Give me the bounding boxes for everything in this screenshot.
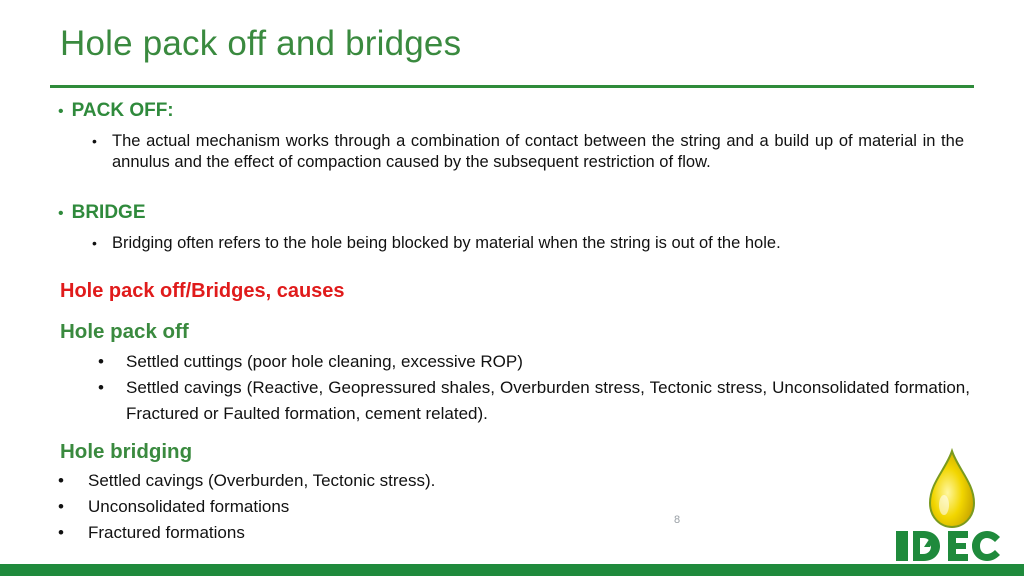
list-item: • Unconsolidated formations — [58, 494, 658, 520]
pack-off-description: The actual mechanism works through a combination of contact between the string and a build up of material in the annulus and the effect of compaction caused by the subsequent restriction of flow. — [112, 132, 964, 171]
page-number: 8 — [674, 514, 681, 526]
bridge-description-row — [92, 233, 964, 254]
pack-off-heading-row — [58, 100, 174, 122]
causes-heading: Hole pack off/Bridges, causes — [60, 280, 345, 302]
bullet-icon: • — [98, 352, 104, 371]
slide-title: Hole pack off and bridges — [60, 24, 462, 63]
bullet-icon: • — [58, 523, 64, 542]
bullet-icon: • — [92, 235, 97, 251]
bullet-icon: • — [58, 205, 64, 222]
list-item: • Settled cuttings (poor hole cleaning, excessive ROP) — [98, 349, 970, 375]
bullet-icon: • — [58, 497, 64, 516]
list-item: • Settled cavings (Overburden, Tectonic stress). — [58, 468, 658, 494]
hole-pack-off-heading: Hole pack off — [60, 320, 189, 343]
footer-bar — [0, 564, 1024, 576]
bullet-icon: • — [58, 471, 64, 490]
pack-off-heading: PACK OFF: — [71, 100, 174, 121]
bullet-icon: • — [92, 133, 97, 149]
hole-bridging-heading: Hole bridging — [60, 440, 193, 463]
pack-off-description-row — [92, 131, 964, 173]
idec-logo — [890, 447, 1016, 567]
bullet-icon: • — [98, 378, 104, 397]
bridge-description: Bridging often refers to the hole being blocked by material when the string is out of the hole. — [112, 234, 781, 252]
bridge-heading: BRIDGE — [71, 202, 146, 223]
oil-drop-icon — [930, 451, 974, 527]
list-item: • Fractured formations — [58, 520, 658, 546]
title-divider — [50, 85, 974, 88]
list-item: • Settled cavings (Reactive, Geopressured shales, Overburden stress, Tectonic stress, Unconsolidated formation, Fractured or Faulted formation, cement related). — [98, 375, 970, 427]
bullet-icon: • — [58, 103, 64, 120]
hole-bridging-list — [58, 468, 658, 546]
hole-pack-off-list — [98, 349, 970, 427]
bridge-heading-row — [58, 202, 146, 224]
